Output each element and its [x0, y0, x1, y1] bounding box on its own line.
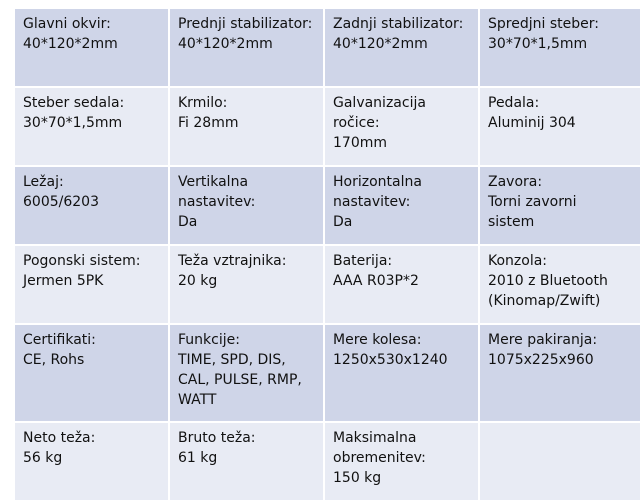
spec-front-post: Spredjni steber: 30*70*1,5mm	[479, 8, 640, 87]
spec-main-frame: Glavni okvir: 40*120*2mm	[14, 8, 169, 87]
spec-gross-weight: Bruto teža: 61 kg	[169, 422, 324, 501]
table-row	[14, 166, 640, 245]
spec-table	[13, 7, 640, 502]
table-row	[14, 8, 640, 87]
spec-console: Konzola: 2010 z Bluetooth (Kinomap/Zwift)	[479, 245, 640, 324]
table-row	[14, 245, 640, 324]
spec-bike-dimensions: Mere kolesa: 1250x530x1240	[324, 324, 479, 422]
spec-rear-stabilizer: Zadnji stabilizator: 40*120*2mm	[324, 8, 479, 87]
spec-seat-post: Steber sedala: 30*70*1,5mm	[14, 87, 169, 166]
spec-drive-system: Pogonski sistem: Jermen 5PK	[14, 245, 169, 324]
table-row	[14, 422, 640, 501]
spec-brake: Zavora: Torni zavorni sistem	[479, 166, 640, 245]
spec-horizontal-adjustment: Horizontalna nastavitev: Da	[324, 166, 479, 245]
spec-net-weight: Neto teža: 56 kg	[14, 422, 169, 501]
spec-max-load: Maksimalna obremenitev: 150 kg	[324, 422, 479, 501]
spec-certificates: Certifikati: CE, Rohs	[14, 324, 169, 422]
spec-battery: Baterija: AAA R03P*2	[324, 245, 479, 324]
spec-package-dimensions: Mere pakiranja: 1075x225x960	[479, 324, 640, 422]
spec-handlebar: Krmilo: Fi 28mm	[169, 87, 324, 166]
spec-bearing: Ležaj: 6005/6203	[14, 166, 169, 245]
spec-pedals: Pedala: Aluminij 304	[479, 87, 640, 166]
spec-functions: Funkcije: TIME, SPD, DIS, CAL, PULSE, RMP, WATT	[169, 324, 324, 422]
spec-front-stabilizer: Prednji stabilizator: 40*120*2mm	[169, 8, 324, 87]
spec-flywheel-weight: Teža vztrajnika: 20 kg	[169, 245, 324, 324]
spec-crank-galvanization: Galvanizacija ročice: 170mm	[324, 87, 479, 166]
spec-vertical-adjustment: Vertikalna nastavitev: Da	[169, 166, 324, 245]
table-row	[14, 324, 640, 422]
spec-empty-cell	[479, 422, 640, 501]
table-row	[14, 87, 640, 166]
